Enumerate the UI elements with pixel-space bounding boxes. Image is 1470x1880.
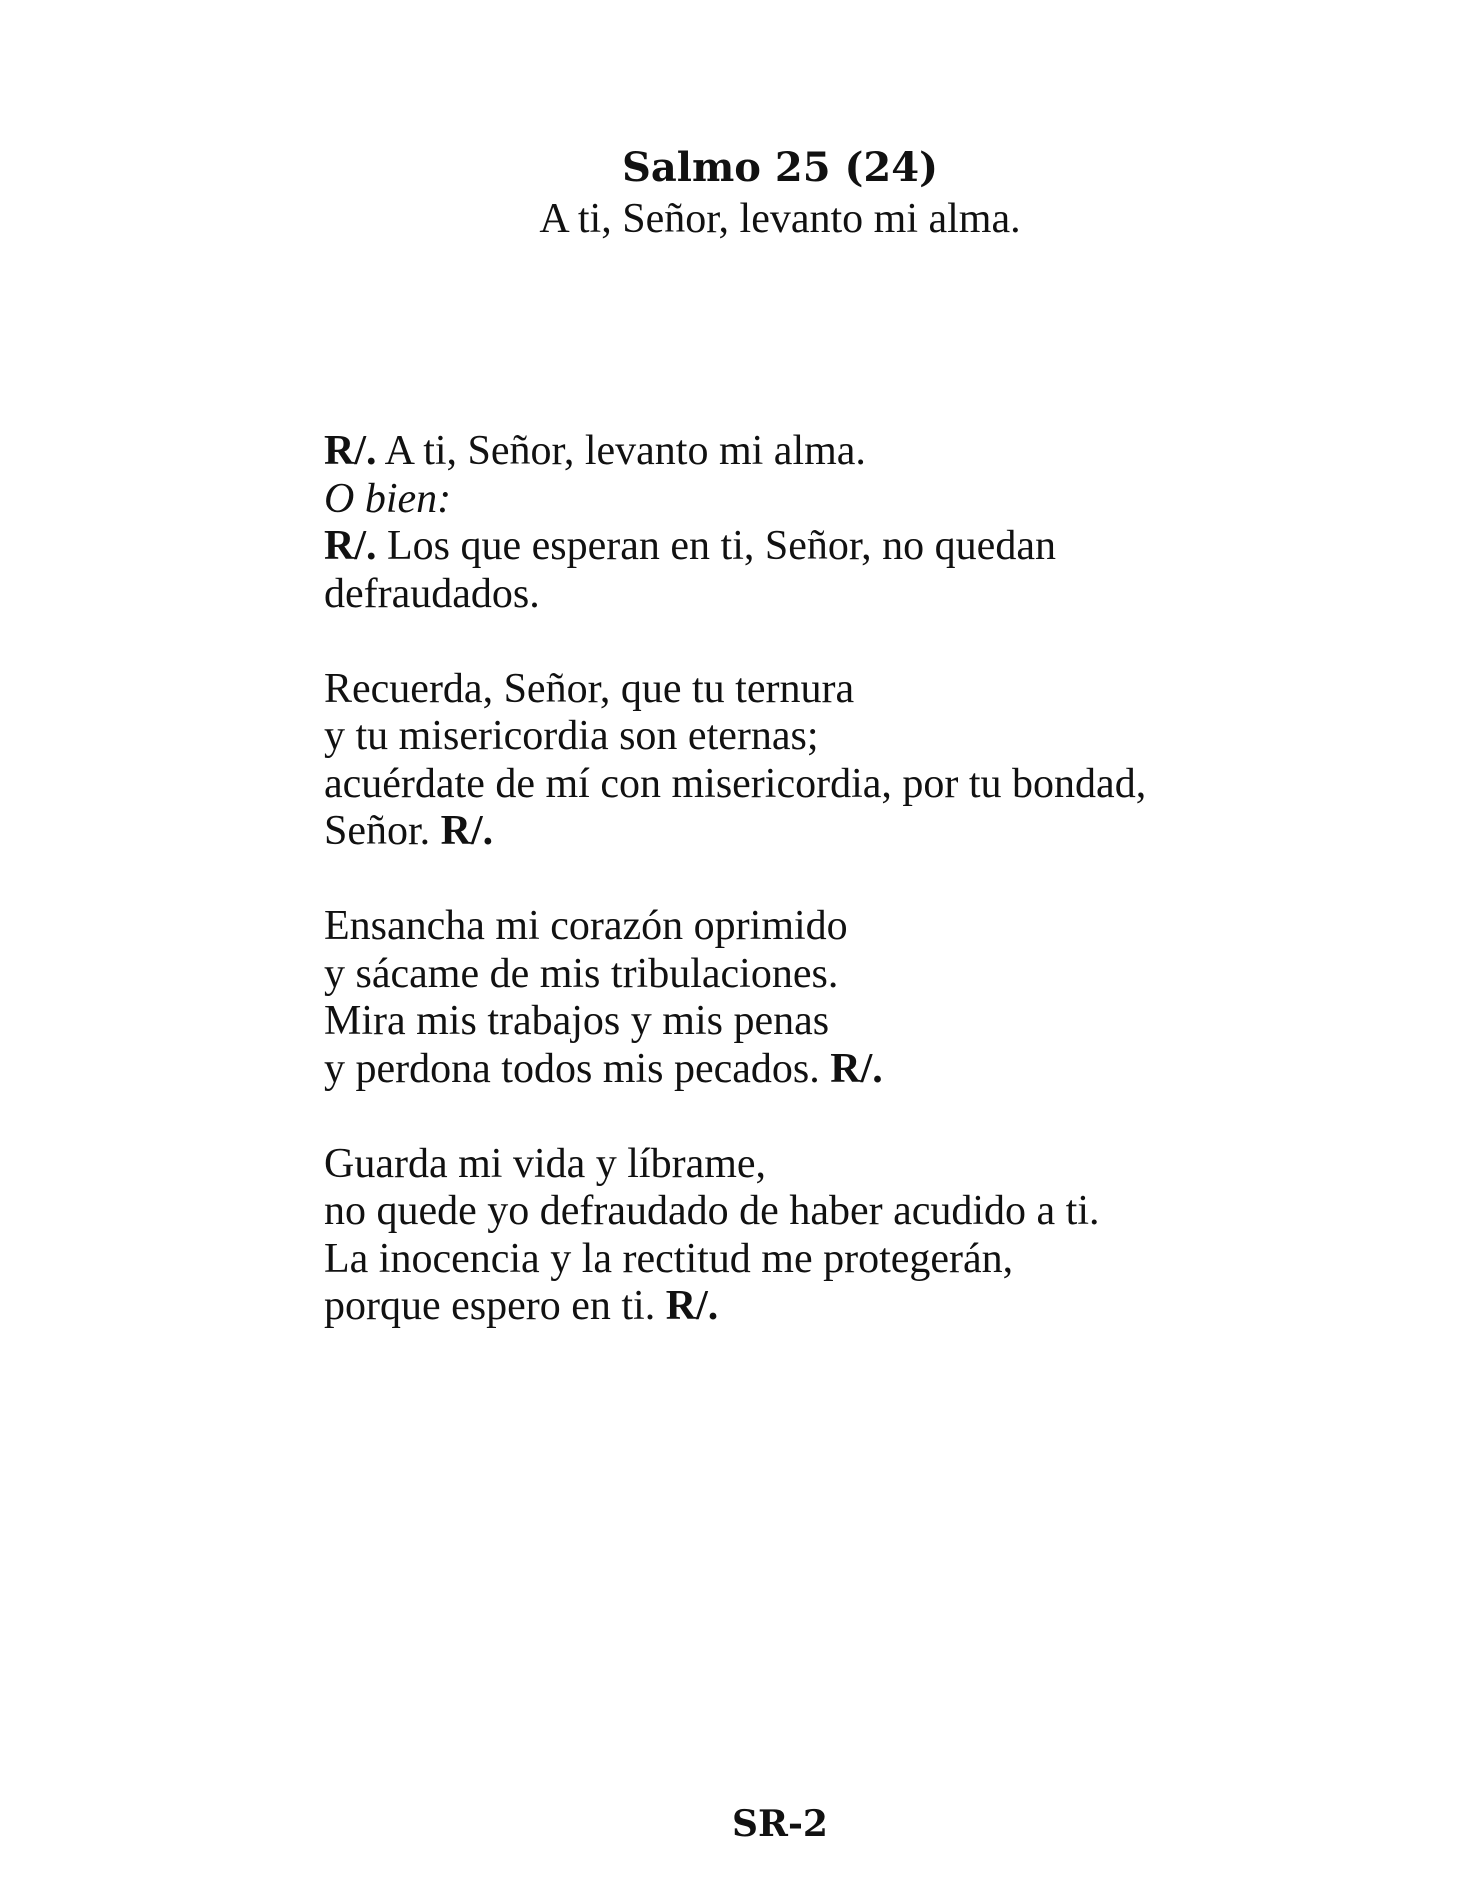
response-text: A ti, Señor, levanto mi alma. xyxy=(376,428,866,474)
response-text: Los que esperan en ti, Señor, no quedan xyxy=(376,523,1056,569)
stanza-gap xyxy=(324,618,1324,666)
verse-line-with-response xyxy=(324,1283,1324,1331)
stanza-3 xyxy=(324,1141,1324,1331)
response-marker: R/. xyxy=(440,808,494,854)
psalm-header xyxy=(0,142,1470,244)
verse-text: Señor. xyxy=(324,808,441,854)
response-marker: R/. xyxy=(324,523,377,569)
response-marker: R/. xyxy=(324,428,377,474)
response-line-2-continued: defraudados. xyxy=(324,570,540,617)
verse-line-with-response xyxy=(324,1046,1324,1094)
stanza-2 xyxy=(324,903,1324,1093)
verse-line: acuérdate de mí con misericordia, por tu bondad, xyxy=(324,760,1147,807)
verse-line-with-response xyxy=(324,808,1324,856)
response-marker: R/. xyxy=(830,1045,883,1092)
verse-line: no quede yo defraudado de haber acudido a ti. xyxy=(324,1188,1100,1234)
verse-line: La inocencia y la rectitud me protegerán, xyxy=(324,1235,1014,1282)
stanza-1 xyxy=(324,666,1324,856)
alternative-label: O bien: xyxy=(324,475,452,522)
page-subtitle: A ti, Señor, levanto mi alma. xyxy=(539,196,1021,242)
response-line-1 xyxy=(324,428,1324,476)
verse-line: Recuerda, Señor, que tu ternura xyxy=(324,665,855,712)
verse-line: y tu misericordia son eternas; xyxy=(324,713,819,759)
response-line-2 xyxy=(324,523,1324,571)
verse-text: porque espero en ti. xyxy=(324,1283,666,1329)
response-marker: R/. xyxy=(665,1283,719,1329)
page-title: Salmo 25 (24) xyxy=(621,144,939,191)
verse-line: y sácame de mis tribulaciones. xyxy=(324,950,839,997)
verse-line: Guarda mi vida y líbrame, xyxy=(324,1140,767,1187)
verse-line: Ensancha mi corazón oprimido xyxy=(324,903,848,949)
stanza-gap xyxy=(324,1093,1324,1141)
psalm-body xyxy=(324,428,1324,1331)
stanza-gap xyxy=(324,856,1324,904)
page-number: SR-2 xyxy=(732,1803,828,1845)
verse-text: y perdona todos mis pecados. xyxy=(324,1045,831,1092)
verse-line: Mira mis trabajos y mis penas xyxy=(324,998,830,1044)
